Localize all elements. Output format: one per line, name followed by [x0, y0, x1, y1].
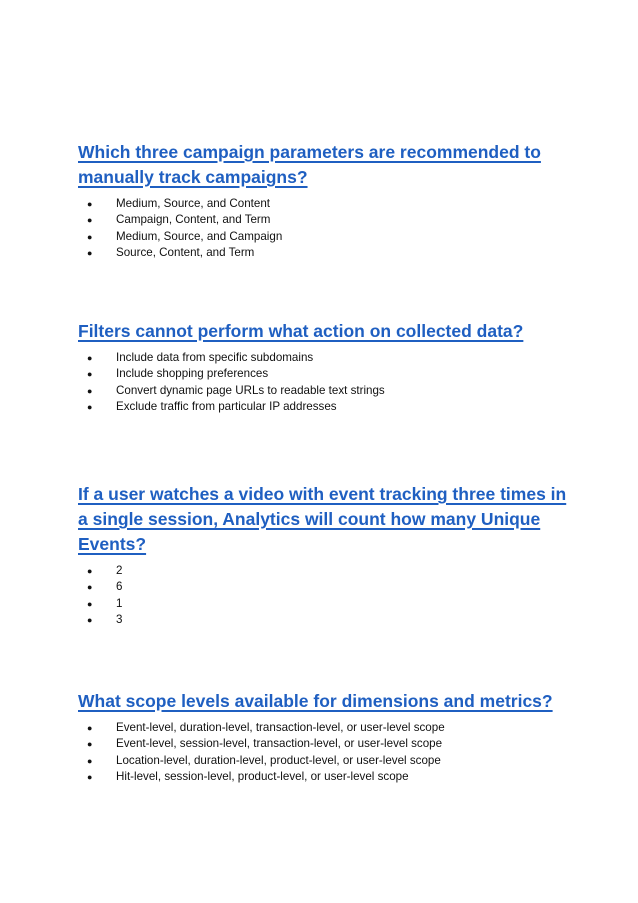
question-4 — [78, 689, 578, 786]
question-title: Which three campaign parameters are recommended to manually track campaigns? — [78, 142, 541, 187]
options-list — [78, 350, 578, 416]
option-text: Location-level, duration-level, product-level, or user-level scope — [116, 753, 441, 767]
list-item — [78, 212, 578, 228]
bullet-icon: ● — [87, 739, 93, 750]
option-text: Medium, Source, and Content — [116, 197, 271, 210]
question-1 — [78, 140, 578, 262]
bullet-icon: ● — [87, 598, 93, 609]
question-3 — [78, 482, 578, 629]
bullet-icon: ● — [87, 566, 93, 576]
option-text: Exclude traffic from particular IP addresses — [116, 400, 337, 414]
bullet-icon: ● — [87, 353, 93, 363]
list-item — [78, 366, 578, 382]
list-item — [78, 350, 578, 366]
options-list — [78, 196, 578, 262]
list-item — [78, 383, 578, 399]
list-item — [78, 769, 578, 785]
list-item — [78, 563, 578, 579]
question-title: Filters cannot perform what action on collected data? — [78, 321, 524, 341]
list-item — [78, 579, 578, 595]
bullet-icon: ● — [87, 582, 93, 593]
question-title: If a user watches a video with event tracking three times in a single session, Analytics will count how many Unique Events? — [78, 484, 567, 554]
bullet-icon: ● — [87, 248, 93, 259]
bullet-icon: ● — [87, 231, 93, 242]
bullet-icon: ● — [87, 385, 93, 396]
option-text: 6 — [116, 580, 123, 594]
bullet-icon: ● — [87, 723, 93, 733]
list-item — [78, 596, 578, 612]
option-text: Source, Content, and Term — [116, 246, 255, 260]
list-item — [78, 229, 578, 245]
option-text: Include shopping preferences — [116, 367, 269, 381]
option-text: Medium, Source, and Campaign — [116, 229, 283, 243]
list-item — [78, 753, 578, 769]
option-text: 1 — [116, 596, 123, 610]
bullet-icon: ● — [87, 755, 93, 766]
bullet-icon: ● — [87, 772, 93, 783]
options-list — [78, 563, 578, 629]
option-text: Event-level, session-level, transaction-level, or user-level scope — [116, 737, 443, 751]
list-item — [78, 196, 578, 212]
question-2 — [78, 319, 578, 416]
option-text: Convert dynamic page URLs to readable text strings — [116, 383, 385, 397]
option-text: Include data from specific subdomains — [116, 351, 314, 364]
bullet-icon: ● — [87, 199, 93, 209]
list-item — [78, 612, 578, 628]
list-item — [78, 399, 578, 415]
list-item — [78, 736, 578, 752]
option-text: Campaign, Content, and Term — [116, 213, 271, 227]
bullet-icon: ● — [87, 615, 93, 626]
option-text: Event-level, duration-level, transaction-level, or user-level scope — [116, 721, 445, 734]
option-text: Hit-level, session-level, product-level, or user-level scope — [116, 770, 409, 784]
bullet-icon: ● — [87, 402, 93, 413]
list-item — [78, 245, 578, 261]
option-text: 3 — [116, 613, 123, 627]
question-title: What scope levels available for dimensions and metrics? — [78, 691, 553, 711]
options-list — [78, 720, 578, 786]
list-item — [78, 720, 578, 736]
bullet-icon: ● — [87, 369, 93, 380]
option-text: 2 — [116, 564, 123, 577]
bullet-icon: ● — [87, 215, 93, 226]
